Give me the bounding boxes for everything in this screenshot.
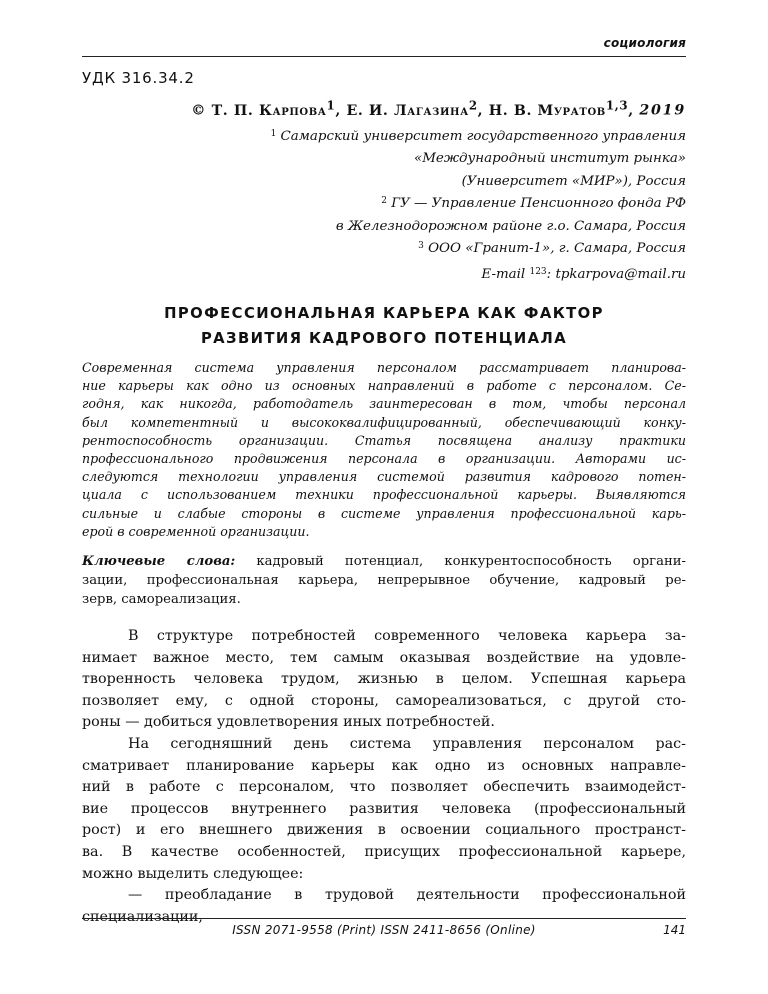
page-footer xyxy=(82,918,686,941)
affiliation-line: (Университет «МИР»), Россия xyxy=(461,173,686,189)
author-1: Т. П. Карпова$^1$ xyxy=(211,98,336,119)
issn-numbers: ISSN 2071-9558 (Print) ISSN 2411-8656 (Online) xyxy=(232,923,536,937)
copyright-sign: © xyxy=(191,102,207,119)
article-title xyxy=(82,301,686,351)
keywords: Ключевые слова: кадровый потенциал, конкурентоспособность органи- зации, профессиональная карьера, непрерывное обучение, кадровый ре- зерв, самореализация. xyxy=(82,554,686,608)
paragraph: На сегодняшний день система управления персоналом рас- сматривает планирование карьеры как одно из основных направле- ний в работе с персоналом, что позволяет обеспечить взаимодейст- вие процессов внутреннего развития человека (профессиональный рост) и его внешнего движения в освоении социального пространст- ва. В качестве особенностей, присущих профессиональной карьере, можно выделить следующее: xyxy=(82,735,686,882)
section-name: социология xyxy=(603,36,686,50)
page-number: 141 xyxy=(663,923,686,937)
affiliation-line: в Железнодорожном районе г.о. Самара, Россия xyxy=(335,218,686,234)
affiliation-line: $^3$ ООО «Гранит-1», г. Самара, Россия xyxy=(418,241,686,256)
title-line-2: РАЗВИТИЯ КАДРОВОГО ПОТЕНЦИАЛА xyxy=(200,330,568,347)
affiliation-line: $^2$ ГУ — Управление Пенсионного фонда РФ xyxy=(381,196,686,212)
title-line-1: ПРОФЕССИОНАЛЬНАЯ КАРЬЕРА КАК ФАКТОР xyxy=(164,305,604,322)
paragraph: — преобладание в трудовой деятельности профессиональной специализации, xyxy=(82,887,686,925)
running-header xyxy=(82,30,686,57)
article-body xyxy=(82,626,686,928)
paragraph: В структуре потребностей современного человека карьера за- нимает важное место, тем самым оказывая воздействие на удовле- творенность человека трудом, жизнью в целом. Успешная карьера позволяет ему, с одной стороны, самореализоваться, с другой сто- роны — добиться удовлетворения иных потребностей. xyxy=(82,628,686,731)
author-surname: Муратов xyxy=(537,102,606,119)
affiliation-line: «Международный институт рынка» xyxy=(414,151,686,167)
keywords-label: Ключевые слова: xyxy=(82,554,236,569)
email-line: E-mail $^{123}$: tpkarpova@mail.ru xyxy=(481,267,686,282)
author-surname: Карпова xyxy=(258,102,327,119)
author-3: Н. В. Муратов$^{1,3}$ xyxy=(488,98,629,119)
authors-line: © Т. П. Карпова$^1$, Е. И. Лагазина$^2$, Н. В. Муратов$^{1,3}$, 2019 xyxy=(191,98,686,119)
udk-code: УДК 316.34.2 xyxy=(82,69,195,87)
publication-year: 2019 xyxy=(639,102,686,119)
abstract: Современная система управления персоналом рассматривает планирова- ние карьеры как одно из основных направлений в работе с персоналом. Се- годня, как никогда, работодатель заинтересован в том, чтобы персонал был компетентный и высококвалифицированный, обеспечивающий конку- рентоспособность организации. Статья посвящена анализу практики профессионального продвижения персонала в организации. Авторами ис- следуются технологии управления системой развития кадрового потен- циала с использованием техники профессиональной карьеры. Выявляются сильные и слабые стороны в системе управления профессиональной карь- ерой в современной организации. xyxy=(82,360,686,539)
author-2: Е. И. Лагазина$^2$ xyxy=(346,98,478,119)
affiliation-line: $^1$ Самарский университет государственного управления xyxy=(270,129,686,144)
author-surname: Лагазина xyxy=(394,102,469,119)
email-address: : tpkarpova@mail.ru xyxy=(546,267,686,282)
